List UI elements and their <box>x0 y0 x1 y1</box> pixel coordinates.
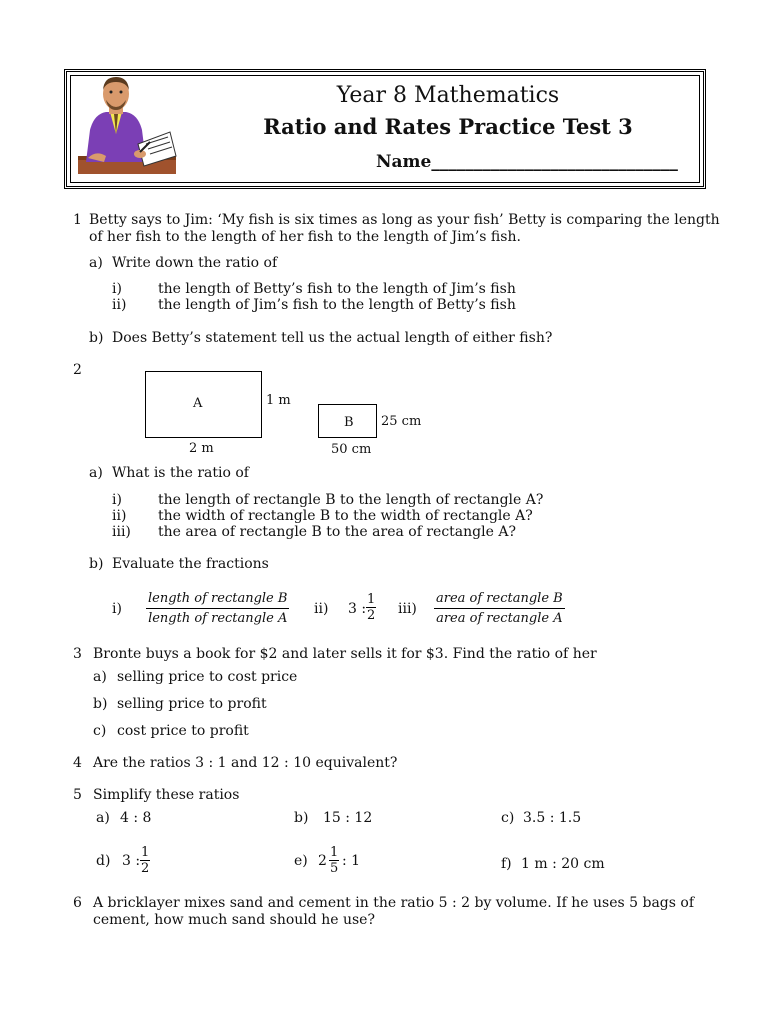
q2bii-numerator: 1 <box>367 592 376 607</box>
q3a-label: a) <box>93 669 107 685</box>
q2aii-label: ii) <box>112 508 127 524</box>
q1b-text: Does Betty’s statement tell us the actual length of either fish? <box>112 330 553 346</box>
q2bii-denominator: 2 <box>367 608 376 623</box>
q1b-label: b) <box>89 330 104 346</box>
name-field[interactable]: Name_____________________________ <box>376 152 678 172</box>
q5e-fraction <box>329 845 339 876</box>
q3c-text: cost price to profit <box>117 723 249 739</box>
q5a-text: 4 : 8 <box>120 810 152 826</box>
q1-text-line2: of her fish to the length of her fish to the length of Jim’s fish. <box>89 229 521 245</box>
q5b-text: 15 : 12 <box>323 810 373 826</box>
q2bi-label: i) <box>112 601 122 617</box>
q3-text: Bronte buys a book for $2 and later sells it for $3. Find the ratio of her <box>93 646 597 662</box>
q2ai-text: the length of rectangle B to the length of rectangle A? <box>158 492 544 508</box>
test-subject-title: Year 8 Mathematics <box>336 83 560 108</box>
q6-text-line2: cement, how much sand should he use? <box>93 912 375 928</box>
q2bi-fraction <box>146 591 289 626</box>
q2bi-numerator: length of rectangle B <box>146 591 289 609</box>
q2a-label: a) <box>89 465 103 481</box>
q1ai-text: the length of Betty’s fish to the length of Jim’s fish <box>158 281 516 297</box>
q4-number: 4 <box>73 755 82 771</box>
rectangle-b-height: 25 cm <box>381 414 422 429</box>
q5e-tail: : 1 <box>342 853 361 869</box>
q2aiii-label: iii) <box>112 524 131 540</box>
q5d-label: d) <box>96 853 111 869</box>
rectangle-a <box>145 371 262 438</box>
q2-number: 2 <box>73 362 82 378</box>
q3c-label: c) <box>93 723 107 739</box>
q5e-denominator: 5 <box>330 861 339 876</box>
q6-text-line1: A bricklayer mixes sand and cement in the ratio 5 : 2 by volume. If he uses 5 bags of <box>93 895 695 911</box>
test-title: Ratio and Rates Practice Test 3 <box>263 114 633 139</box>
q5e-label: e) <box>294 853 308 869</box>
q2biii-fraction <box>434 591 565 626</box>
q5d-fraction <box>140 845 150 876</box>
q2aii-text: the width of rectangle B to the width of rectangle A? <box>158 508 533 524</box>
q5a-label: a) <box>96 810 110 826</box>
q2biii-label: iii) <box>398 601 417 617</box>
q5-number: 5 <box>73 787 82 803</box>
q1aii-label: ii) <box>112 297 127 313</box>
q3-number: 3 <box>73 646 82 662</box>
rectangle-a-width: 2 m <box>189 441 214 456</box>
q2bii-whole: 3 : <box>348 601 367 617</box>
q1-number: 1 <box>73 212 82 228</box>
q2aiii-text: the area of rectangle B to the area of rectangle A? <box>158 524 516 540</box>
q4-text: Are the ratios 3 : 1 and 12 : 10 equivalent? <box>93 755 398 771</box>
q2a-text: What is the ratio of <box>112 465 249 481</box>
q5f-text: 1 m : 20 cm <box>521 856 605 872</box>
q2ai-label: i) <box>112 492 122 508</box>
q5c-label: c) <box>501 810 515 826</box>
q1aii-text: the length of Jim’s fish to the length of Betty’s fish <box>158 297 516 313</box>
q2b-label: b) <box>89 556 104 572</box>
q3b-text: selling price to profit <box>117 696 267 712</box>
q3b-label: b) <box>93 696 108 712</box>
q5d-numerator: 1 <box>141 845 150 860</box>
q5e-numerator: 1 <box>330 845 339 860</box>
q3a-text: selling price to cost price <box>117 669 298 685</box>
q5e-whole: 2 <box>318 853 327 869</box>
q2bi-denominator: length of rectangle A <box>148 611 288 626</box>
q2bii-fraction <box>366 592 376 623</box>
q5-text: Simplify these ratios <box>93 787 240 803</box>
q1a-label: a) <box>89 255 103 271</box>
q2bii-label: ii) <box>314 601 329 617</box>
q2biii-denominator: area of rectangle A <box>436 611 563 626</box>
q5d-denominator: 2 <box>141 861 150 876</box>
rectangle-a-height: 1 m <box>266 393 291 408</box>
q1a-text: Write down the ratio of <box>112 255 278 271</box>
q1ai-label: i) <box>112 281 122 297</box>
rectangle-a-label: A <box>193 396 203 411</box>
q5c-text: 3.5 : 1.5 <box>523 810 582 826</box>
rectangle-b-label: B <box>344 415 354 430</box>
q5d-whole: 3 : <box>122 853 141 869</box>
q2biii-numerator: area of rectangle B <box>434 591 565 609</box>
rectangle-b-width: 50 cm <box>331 442 372 457</box>
q5b-label: b) <box>294 810 309 826</box>
q5f-label: f) <box>501 856 512 872</box>
q6-number: 6 <box>73 895 82 911</box>
q2b-text: Evaluate the fractions <box>112 556 269 572</box>
q1-text-line1: Betty says to Jim: ‘My fish is six times as long as your fish’ Betty is comparing the length <box>89 212 720 228</box>
